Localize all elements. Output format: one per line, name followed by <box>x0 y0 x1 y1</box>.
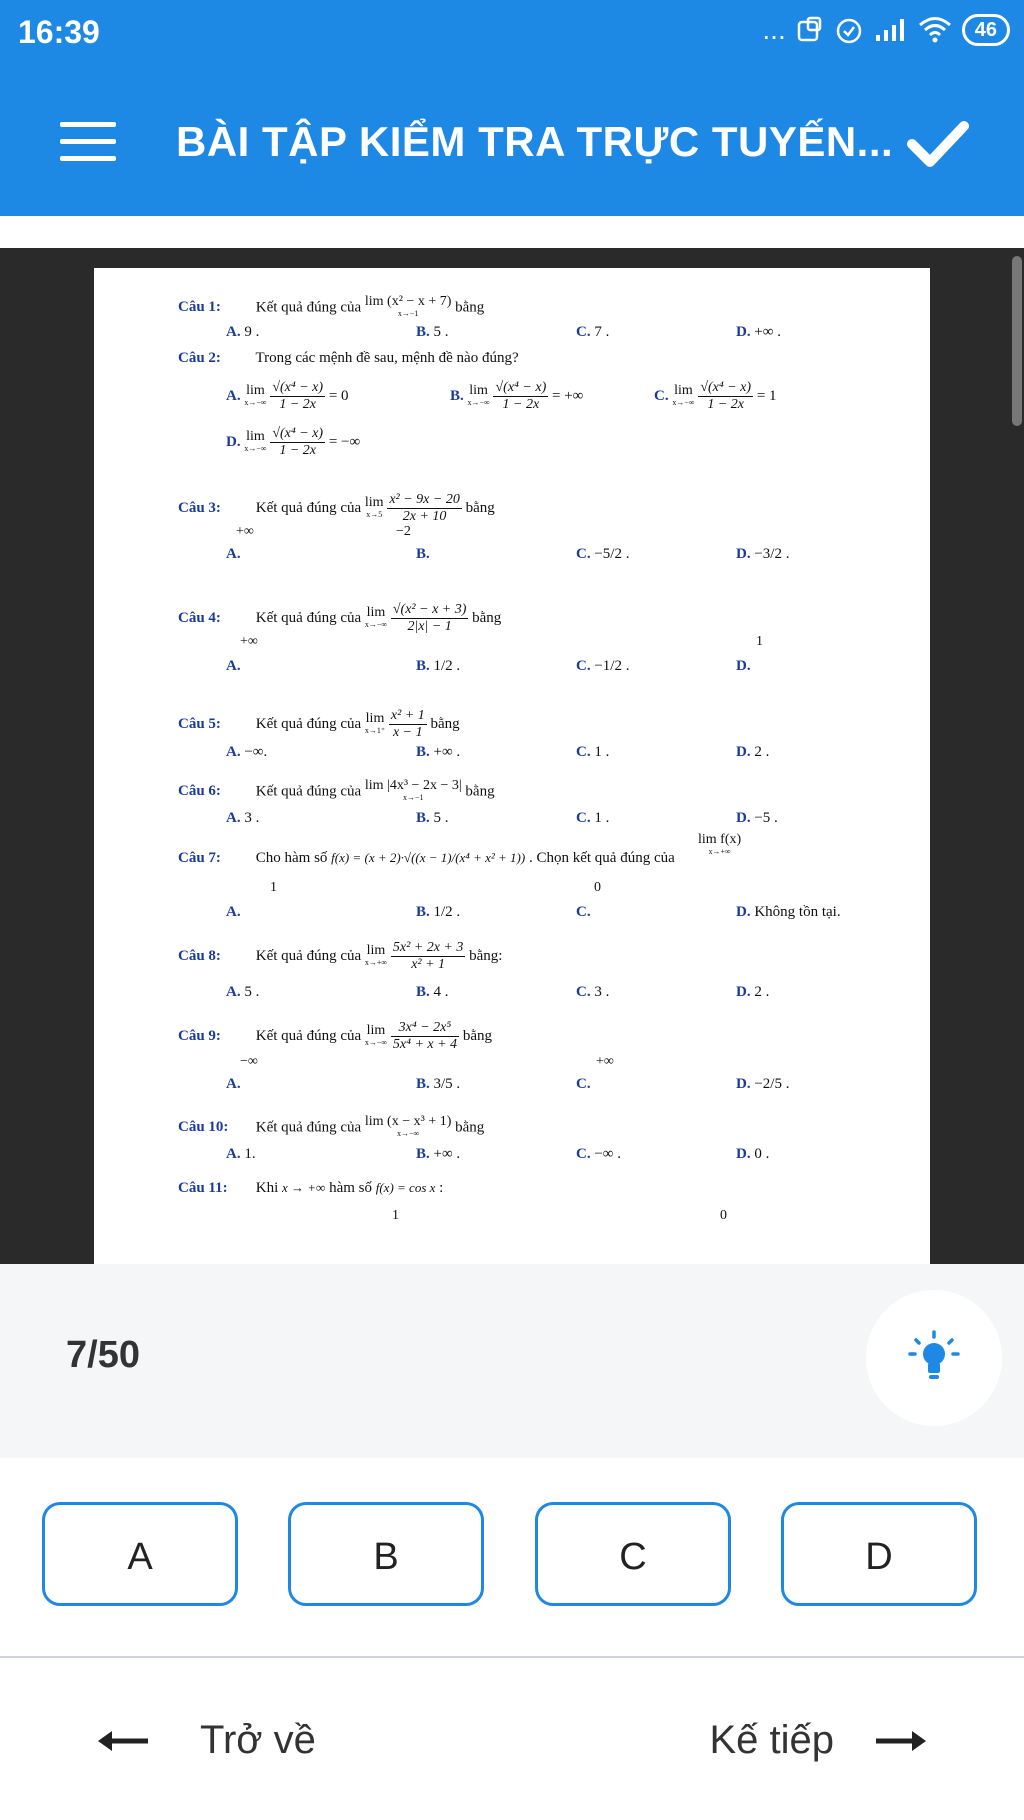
q3-option-b: B. <box>416 546 430 562</box>
q4-option-a: A. <box>226 658 241 674</box>
question-1: Câu 1: Kết quả đúng của lim (x² − x + 7) x→−1 bằng <box>178 294 485 318</box>
q6-option-b: B. 5 . <box>416 810 449 826</box>
q3-option-d: D. −3/2 . <box>736 546 790 562</box>
question-10: Câu 10: Kết quả đúng của lim (x − x³ + 1) x→−∞ bằng <box>178 1114 485 1138</box>
q10-option-c: C. −∞ . <box>576 1146 621 1162</box>
q1-option-d: D. +∞ . <box>736 324 781 340</box>
signal-icon <box>874 17 908 43</box>
q2-option-a: A. lim x→−∞ $\frac{\text{√(x⁴ − x)}}{1 - 2x}$ = 0 <box>226 380 349 412</box>
arrow-right-icon <box>874 1727 928 1755</box>
q6-option-d: D. −5 . <box>736 810 778 826</box>
q9-option-b: B. 3/5 . <box>416 1076 461 1092</box>
status-icons <box>762 14 1010 46</box>
answer-options <box>0 1458 1024 1658</box>
q2-option-d: D. lim x→−∞ $\frac{\text{√(x⁴ − x)}}{1 - 2x}$ = −∞ <box>226 426 361 458</box>
q8-option-c: C. 3 . <box>576 984 610 1000</box>
q7-option-c: C. <box>576 904 591 920</box>
back-label: Trở về <box>200 1718 316 1762</box>
q7-option-d: D. Không tồn tại. <box>736 904 841 920</box>
question-5: Câu 5: Kết quả đúng của lim x→1⁺ $\frac{\text{x² + 1}}{x - 1}$ bằng <box>178 708 460 740</box>
hint-button[interactable] <box>866 1290 1002 1426</box>
q6-option-c: C. 1 . <box>576 810 610 826</box>
q1-option-b: B. 5 . <box>416 324 449 340</box>
q3-option-a: A. <box>226 546 241 562</box>
status-time: 16:39 <box>18 14 100 50</box>
page-title: BÀI TẬP KIỂM TRA TRỰC TUYẾN... <box>176 118 894 165</box>
q2-option-c: C. lim x→−∞ $\frac{\text{√(x⁴ − x)}}{1 - 2x}$ = 1 <box>654 380 777 412</box>
progress-area <box>0 1264 1024 1458</box>
q1-option-c: C. 7 . <box>576 324 610 340</box>
q1-option-a: A. 9 . <box>226 324 260 340</box>
answer-c-button[interactable]: C <box>535 1502 731 1606</box>
q4-option-b: B. 1/2 . <box>416 658 461 674</box>
q2-option-b: B. lim x→−∞ $\frac{\text{√(x⁴ − x)}}{1 - 2x}$ = +∞ <box>450 380 584 412</box>
answer-a-button[interactable]: A <box>42 1502 238 1606</box>
question-8: Câu 8: Kết quả đúng của lim x→+∞ $\frac{\text{5x² + 2x + 3}}{\text{x² + 1}}$ bằng: <box>178 940 503 972</box>
question-3: Câu 3: Kết quả đúng của lim x→5 $\frac{\text{x² − 9x − 20}}{2x + 10}$ bằng <box>178 492 495 524</box>
top-bar <box>0 0 1024 216</box>
q10-option-a: A. 1. <box>226 1146 256 1162</box>
question-progress: 7/50 <box>66 1334 140 1376</box>
q5-option-d: D. 2 . <box>736 744 770 760</box>
alarm-icon <box>834 15 864 45</box>
q7-option-b: B. 1/2 . <box>416 904 461 920</box>
q8-option-a: A. 5 . <box>226 984 260 1000</box>
q7-option-a: A. <box>226 904 241 920</box>
q8-option-d: D. 2 . <box>736 984 770 1000</box>
q4-option-d: D. <box>736 658 751 674</box>
battery-indicator: 46 <box>962 14 1010 46</box>
q8-option-b: B. 4 . <box>416 984 449 1000</box>
exam-page: Câu 1: Kết quả đúng của lim (x² − x + 7) x→−1 bằng A. 9 . B. 5 . C. 7 . D. +∞ . Câu 2: Trong các mệnh đề sau, mệnh đề nào đúng? A. lim x→−∞ $\frac{\text{√(x⁴ − x)}}{1 - 2x}$ = 0 B. lim x→−∞ $\frac{\text{√(x⁴ − x)}}{1 - 2x}$ = +∞ C. lim x→−∞ $\frac{\text{√(x⁴ − x)}}{1 - 2x}$ = 1 D. lim x→−∞ $\frac{\text{√(x⁴ − x)}}{1 - 2x}$ = −∞ Câu 3: Kết quả đúng của lim x→5 $\frac{\text{x² − 9x − 20}}{2x + 10}$ bằng +∞ −2 A. B. C. −5/2 . D. −3/2 . Câu 4: Kết quả đúng của lim x→−∞ $\frac{\text{√(x² − x + 3)}}{2|x| - 1}$ bằng +∞ 1 A. B. 1/2 . C. −1/2 . D. Câu 5: Kết quả đúng của lim x→1⁺ $\frac{\text{x² + 1}}{x - 1}$ bằng A. −∞. B. +∞ . C. 1 . D. 2 . Câu 6: Kết quả đúng của lim |4x³ − 2x − 3| x→−1 bằng A. 3 . B. 5 . C. 1 . D. −5 . Câu 7: Cho hàm số f(x) = (x + 2)·√((x − 1)/(x⁴ + x² + 1)) . Chọn kết quả đúng của lim f(x) x→+∞ 1 0 A. B. 1/2 . C. D. Không tồn tại. Câu 8: Kết quả đúng của lim x→+∞ $\frac{\text{5x² + 2x + 3}}{\text{x² + 1}}$ bằng: A. 5 . B. 4 . C. 3 . D. 2 . Câu 9: Kết quả đúng của lim x→−∞ $\frac{\text{3x⁴ − 2x⁵}}{\text{5x⁴ + x + 4}}$ bằng −∞ +∞ A. B. 3/5 . C. D. −2/5 . Câu 10: Kết quả đúng của lim (x − x³ + 1) x→−∞ bằng A. 1. B. +∞ . C. −∞ . D. 0 . Câu 11: Khi x → +∞ hàm số f(x) = cos x : 1 0 <box>94 268 930 1264</box>
divider <box>0 1656 1024 1658</box>
question-7: Câu 7: Cho hàm số f(x) = (x + 2)·√((x − 1)/(x⁴ + x² + 1)) . Chọn kết quả đúng của <box>178 850 675 866</box>
question-9: Câu 9: Kết quả đúng của lim x→−∞ $\frac{\text{3x⁴ − 2x⁵}}{\text{5x⁴ + x + 4}}$ bằng <box>178 1020 492 1052</box>
document-viewer[interactable] <box>0 248 1024 1264</box>
answer-b-button[interactable]: B <box>288 1502 484 1606</box>
question-4: Câu 4: Kết quả đúng của lim x→−∞ $\frac{\text{√(x² − x + 3)}}{2|x| - 1}$ bằng <box>178 602 502 634</box>
next-button[interactable] <box>709 1718 928 1763</box>
bottom-nav <box>0 1660 1024 1820</box>
answer-d-button[interactable]: D <box>781 1502 977 1606</box>
back-button[interactable] <box>96 1718 316 1763</box>
more-dots-icon: ... <box>762 14 786 45</box>
next-label: Kế tiếp <box>709 1718 834 1762</box>
q5-option-c: C. 1 . <box>576 744 610 760</box>
app-bar <box>0 72 1024 216</box>
q4-option-c: C. −1/2 . <box>576 658 630 674</box>
lightbulb-icon <box>908 1330 960 1386</box>
question-11: Câu 11: Khi x → +∞ hàm số f(x) = cos x : <box>178 1180 444 1196</box>
menu-icon[interactable] <box>60 122 116 162</box>
q9-option-d: D. −2/5 . <box>736 1076 790 1092</box>
q10-option-d: D. 0 . <box>736 1146 770 1162</box>
notification-icon <box>796 16 824 44</box>
wifi-icon <box>918 16 952 44</box>
q5-option-a: A. −∞. <box>226 744 268 760</box>
arrow-left-icon <box>96 1727 150 1755</box>
submit-check-icon[interactable] <box>906 116 970 172</box>
q5-option-b: B. +∞ . <box>416 744 461 760</box>
q10-option-b: B. +∞ . <box>416 1146 461 1162</box>
q9-option-a: A. <box>226 1076 241 1092</box>
q6-option-a: A. 3 . <box>226 810 260 826</box>
q9-option-c: C. <box>576 1076 591 1092</box>
question-2: Câu 2: Trong các mệnh đề sau, mệnh đề nào đúng? <box>178 350 519 366</box>
q3-option-c: C. −5/2 . <box>576 546 630 562</box>
question-6: Câu 6: Kết quả đúng của lim |4x³ − 2x − 3| x→−1 bằng <box>178 778 495 802</box>
status-bar <box>0 0 1024 72</box>
document-scrollbar[interactable] <box>1012 256 1022 426</box>
